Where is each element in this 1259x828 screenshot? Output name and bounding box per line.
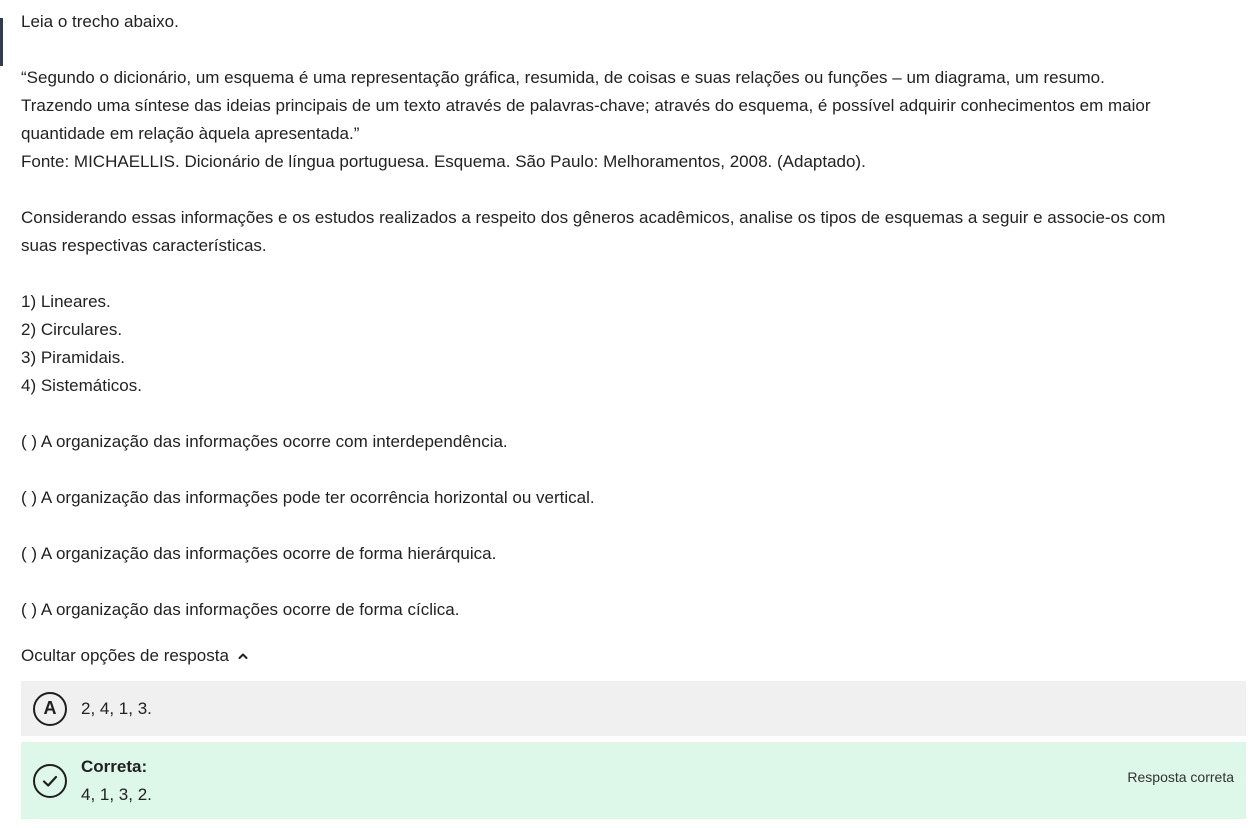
statement-item: ( ) A organização das informações ocorre com interdependência. <box>21 432 508 451</box>
quote-line-1: “Segundo o dicionário, um esquema é uma representação gráfica, resumida, de coisas e suas relações ou funções – um diagrama, um resumo. <box>21 68 1105 87</box>
statement-item: ( ) A organização das informações ocorre de forma cíclica. <box>21 600 460 619</box>
statement-item: ( ) A organização das informações pode ter ocorrência horizontal ou vertical. <box>21 488 595 507</box>
type-item: 3) Piramidais. <box>21 348 125 367</box>
quote-line-2: Trazendo uma síntese das ideias principais de um texto através de palavras-chave; através do esquema, é possível adquirir conhecimentos em maior <box>21 96 1151 115</box>
question-prompt-line-2: suas respectivas características. <box>21 236 267 255</box>
correct-label: Correta: <box>81 756 148 776</box>
quote-line-3: quantidade em relação àquela apresentada.” <box>21 124 360 143</box>
option-a-text: 2, 4, 1, 3. <box>81 698 152 718</box>
question-content <box>21 8 1246 819</box>
check-circle-icon <box>33 764 67 798</box>
correct-answer-text: 4, 1, 3, 2. <box>81 784 152 804</box>
question-accent-bar <box>0 18 3 66</box>
hide-options-toggle[interactable] <box>21 642 1246 670</box>
quote-source: Fonte: MICHAELLIS. Dicionário de língua portuguesa. Esquema. São Paulo: Melhoramentos, 2008. (Adaptado). <box>21 152 866 171</box>
correct-status-badge: Resposta correta <box>1127 769 1234 785</box>
option-letter-badge: A <box>33 692 67 726</box>
chevron-up-icon <box>237 650 249 662</box>
type-item: 2) Circulares. <box>21 320 123 339</box>
type-item: 1) Lineares. <box>21 292 111 311</box>
type-item: 4) Sistemáticos. <box>21 376 142 395</box>
correct-answer-panel <box>21 742 1246 819</box>
hide-options-label: Ocultar opções de resposta <box>21 646 229 665</box>
question-intro: Leia o trecho abaixo. <box>21 12 179 31</box>
answer-option-a[interactable] <box>21 681 1246 736</box>
question-prompt-line-1: Considerando essas informações e os estudos realizados a respeito dos gêneros acadêmicos, analise os tipos de esquemas a seguir e associe-os com <box>21 208 1166 227</box>
statement-item: ( ) A organização das informações ocorre de forma hierárquica. <box>21 544 497 563</box>
